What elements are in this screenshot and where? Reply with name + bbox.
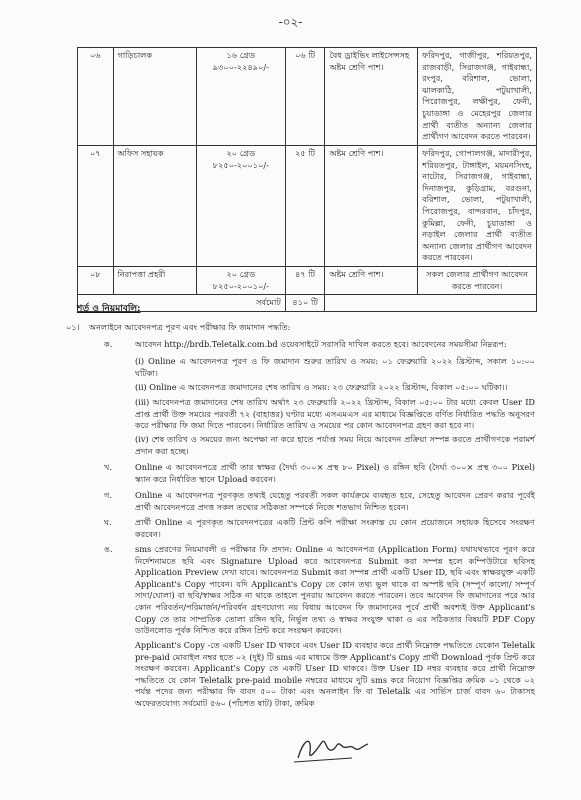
districts-cell: ফরিদপুর, গোপালগঞ্জ, মাদারীপুর, শরিয়তপুর, টাঙ্গাইল, ময়মনসিংহ, নাটোর, সিরাজগঞ্জ, গাইবান্ধা, দিনাজপুর, কুড়িগ্রাম, বরগুনা, বরিশাল, ভোলা, পটুয়াখালী, পিরোজপুর, বান্দরবান, চাঁদপুর, কুমিল্লা, ফেনী, চুয়াডাঙ্গা ও নড়াইল জেলার প্রার্থী ব্যতীত অন্যান্য জেলার প্রার্থীগণ আবেদন করতে পারবেন। <box>418 146 537 267</box>
item-label: ঙ. <box>104 544 113 554</box>
rules-title: শর্ত ও নিয়মাবলি: <box>77 304 141 314</box>
total-value: ৪১০ টি <box>285 295 325 312</box>
qualification-cell: অষ্টম শ্রেণি পাশ। <box>325 266 418 294</box>
post-cell: অফিস সহায়ক <box>113 146 196 267</box>
post-cell: গাড়িচালক <box>113 48 196 146</box>
post-cell: নিরাপত্তা প্রহরী <box>113 266 196 294</box>
item-text: Online এ আবেদনপত্রে প্রার্থী তার স্বাক্ষর (দৈর্ঘ্য ৩০০× প্রস্থ ৮০ Pixel) ও রঙ্গিন ছবি (দৈর্ঘ্য ৩০০× প্রস্থ ৩০০ Pixel) স্ক্যান করে নির্ধারিত স্থানে Upload করবেন। <box>135 462 535 484</box>
subitem-text: (i) Online এ আবেদনপত্র পূরণ ও ফি জমাদান শুরুর তারিখ ও সময়: ০১ ফেব্রুয়ারি ২০২২ খ্রিস্টাব্দ, সকাল ১০:০০ ঘটিকা। <box>135 356 535 378</box>
table-row <box>78 146 537 267</box>
subitem-text: (iii) আবেদনপত্র জমাদানের শেষ তারিখ অর্থাৎ ২৩ ফেব্রুয়ারি ২০২২ খ্রিস্টাব্দ, বিকাল ০৫:০০ টার মধ্যে কেবল User ID প্রাপ্ত প্রার্থী উক্ত সময়ের পরবর্তী ৭২ (বাহাত্তর) ঘণ্টার মধ্যে এসএমএস এর মাধ্যমে বিজ্ঞপ্তিতে বর্ণিত নির্ধারিত পদ্ধতি অনুসরণ করে পরীক্ষার ফি জমা দিতে পারবেন। নির্ধারিত তারিখ ও সময়ের পর কোন আবেদনপত্র গ্রহণ করা হবে না। <box>135 397 535 431</box>
districts-cell: সকল জেলার প্রার্থীগণ আবেদন করতে পারবেন। <box>418 266 537 294</box>
table-row <box>78 48 537 146</box>
count-cell: ২৫ টি <box>285 146 325 267</box>
item-text: Online এ আবেদনপত্র পূরণকৃত তথ্যই যেহেতু পরবর্তী সকল কার্যক্রমে ব্যবহৃত হবে, সেহেতু আবেদন প্রেরণ করার পূর্বেই প্রার্থী আবেদনপত্রে প্রদত্ত সকল তথ্যের সঠিকতা সম্পর্কে নিজে শতভাগ নিশ্চিত হবেন। <box>135 490 535 512</box>
subitem-text: (ii) Online এ আবেদনপত্র জমাদানের শেষ তারিখ ও সময়: ২৩ ফেব্রুয়ারি ২০২২ খ্রিস্টাব্দ, বিকাল ০৫:০০ ঘটিকা।। <box>135 382 508 392</box>
item-label: গ. <box>104 490 112 500</box>
item-text: sms প্রেরণের নিয়মাবলী ও পরীক্ষার ফি প্রদান: Online এ আবেদনপত্র (Application Form) যথাযথভাবে পূরণ করে নির্দেশনামতে ছবি এবং Signature Upload করে আবেদনপত্র Submit করা সম্পন্ন হলে কম্পিউটারে ছবিসহ Application Preview দেখা যাবে। আবেদনপত্র Submit করা সম্পন্ন প্রার্থী একটি User ID, ছবি এবং স্বাক্ষরযুক্ত একটি Applicant's Copy পাবেন। যদি Applicant's Copy তে কোন তথ্য ভুল থাকে বা অস্পষ্ট ছবি (সম্পূর্ণ কালো/ সম্পূর্ণ সাদা/ঘোলা) বা ছবি/স্বাক্ষর সঠিক না থাকে তাহলে পুনরায় আবেদন করতে পারবেন। তবে আবেদন ফি জমাদানের পরে আর কোন পরিবর্তন/পরিমার্জন/পরিবর্ধন গ্রহণযোগ্য নয় বিধায় আবেদন ফি জমাদানের পূর্বে প্রার্থী অবশ্যই উক্ত Applicant's Copy তে তার সাম্প্রতিক তোলা রঙ্গিন ছবি, নির্ভুল তথ্য ও স্বাক্ষর সংযুক্ত থাকা ও এর সঠিকতার বিষয়টি PDF Copy ডাউনলোড পূর্বক নিশ্চিত করে রঙ্গিন প্রিন্ট করে সংরক্ষণ করবেন। <box>135 544 535 636</box>
item-heading: অনলাইনে আবেদনপত্র পূরণ এবং পরীক্ষার ফি জমাদান পদ্ধতি: <box>89 322 291 332</box>
grade-cell: ২০ গ্রেড ৮২৫০-২০০১০/- <box>196 266 285 294</box>
item-text: প্রার্থী Online এ পূরণকৃত আবেদনপত্রের একটি প্রিন্ট কপি পরীক্ষা সংক্রান্ত যে কোন প্রয়োজনে সহায়ক হিসেবে সংরক্ষণ করবেন। <box>135 517 535 539</box>
subitem-text: (iv) শেষ তারিখ ও সময়ের জন্য অপেক্ষা না করে হাতে পর্যাপ্ত সময় নিয়ে আবেদন প্রক্রিয়া সম্পন্ন করতে প্রার্থীগণকে পরামর্শ প্রদান করা হচ্ছে। <box>135 434 535 456</box>
districts-cell: ফরিদপুর, গাজীপুর, শরিয়তপুর, রাজবাড়ী, সিরাজগঞ্জ, গাইবান্ধা, রংপুর, বরিশাল, ভোলা, ঝালকাঠি, পটুয়াখালী, পিরোজপুর, লক্ষীপুর, ফেনী, চুয়াডাঙ্গা ও মেহেরপুর জেলার প্রার্থী ব্যতীত অন্যান্য জেলার প্রার্থীগণ আবেদন করতে পারবেন। <box>418 48 537 146</box>
grade-cell: ১৬ গ্রেড ৯৩০০-২২৪৯০/- <box>196 48 285 146</box>
qualification-cell: বৈধ ড্রাইভিং লাইসেন্সসহ অষ্টম শ্রেণি পাশ। <box>325 48 418 146</box>
grade-cell: ২০ গ্রেড ৮২৫০-২০০১০/- <box>196 146 285 267</box>
count-cell: ৪৭ টি <box>285 266 325 294</box>
item-text: Applicant's Copy -তে একটি User ID থাকবে এবং User ID ব্যবহার করে প্রার্থী নিম্নোক্ত পদ্ধতিতে যেকোন Teletalk pre-paid মোবাইল নম্বর হতে ০২ (দুই) টি sms এর মাধ্যমে উক্ত Applicant's Copy প্রার্থী Download পূর্বক প্রিন্ট করে সংরক্ষণ করবেন। Applicant's Copy তে একটি User ID থাকবে। উক্ত User ID নম্বর ব্যবহার করে প্রার্থী নিম্নোক্ত পদ্ধতিতে যে কোন Teletalk pre-paid mobile নম্বরের মাধ্যমে দুটি sms করে নিয়োগ বিজ্ঞপ্তির ক্রমিক ০১ থেকে ০২ পর্যন্ত পদের জন্য পরীক্ষার ফি বাবদ ৫০০ টাকা এবং অনলাইন ফি বা Teletalk এর সার্ভিস চার্জ বাবদ ৬০ টাকাসহ অফেরতযোগ্য সর্বমোট ৫৬০ (পাঁচশত ষাট) টাকা, ক্রমিক <box>135 640 535 708</box>
qualification-cell: অষ্টম শ্রেণি পাশ। <box>325 146 418 267</box>
item-text: আবেদন http://brdb.Teletalk.com.bd ওয়েবসাইটে সরাসরি দাখিল করতে হবে। আবেদনের সময়সীমা নিম্নরূপ: <box>135 339 507 349</box>
page-number: -০২- <box>278 15 303 29</box>
posts-table <box>77 47 537 312</box>
count-cell: ০৬ টি <box>285 48 325 146</box>
serial-cell: ০৭ <box>78 146 114 267</box>
serial-cell: ০৮ <box>78 266 114 294</box>
item-label: ক. <box>104 339 113 349</box>
serial-cell: ০৬ <box>78 48 114 146</box>
total-label: সর্বমোট <box>78 295 286 312</box>
item-label: খ. <box>104 462 112 472</box>
signature-icon <box>292 728 372 768</box>
item-label: ঘ. <box>104 517 112 527</box>
item-number: ০১। <box>66 322 80 332</box>
table-row <box>78 266 537 294</box>
total-empty-cell <box>325 295 537 312</box>
total-row <box>78 295 537 312</box>
